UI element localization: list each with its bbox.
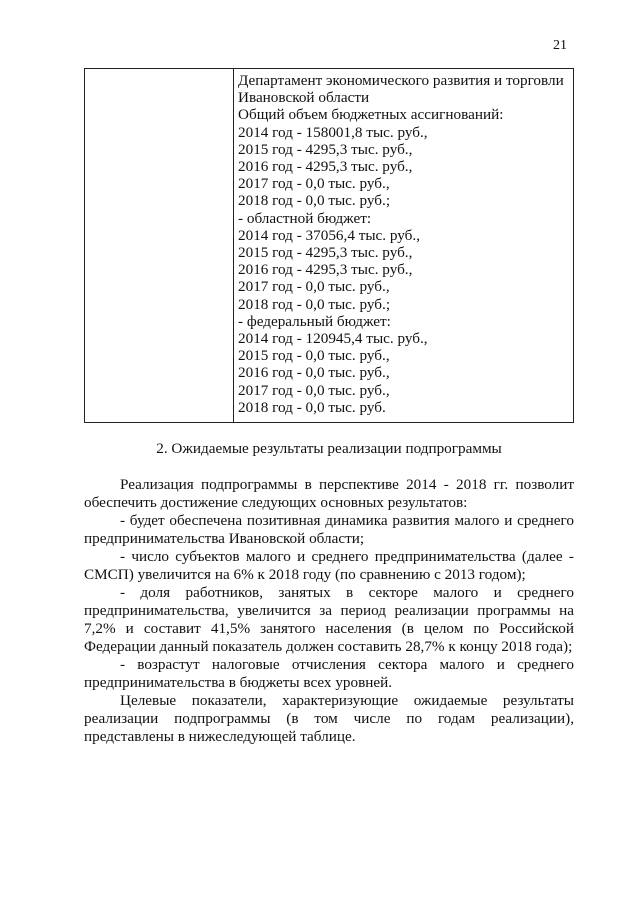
table-line: - областной бюджет:	[238, 209, 372, 227]
table-line: 2015 год - 0,0 тыс. руб.,	[238, 347, 390, 365]
table-right-cell	[234, 69, 573, 422]
table-left-cell	[85, 69, 234, 422]
table-line: Департамент экономического развития и торговли	[238, 72, 564, 89]
table-line: 2015 год - 4295,3 тыс. руб.,	[238, 140, 413, 158]
paragraph: Реализация подпрограммы в перспективе 2014 - 2018 гг. позволит обеспечить достижение следующих основных результатов:	[84, 476, 574, 511]
table-line: 2018 год - 0,0 тыс. руб.	[238, 398, 386, 416]
paragraph: - возрастут налоговые отчисления сектора малого и среднего предпринимательства в бюджеты всех уровней.	[84, 656, 574, 691]
paragraph: - будет обеспечена позитивная динамика развития малого и среднего предпринимательства Ивановской области;	[84, 512, 574, 547]
table-line: 2016 год - 4295,3 тыс. руб.,	[238, 261, 413, 279]
table-line: Общий объем бюджетных ассигнований:	[238, 106, 504, 124]
table-line: 2017 год - 0,0 тыс. руб.,	[238, 381, 390, 399]
section-heading: 2. Ожидаемые результаты реализации подпрограммы	[156, 440, 502, 457]
budget-table	[84, 68, 574, 423]
table-line: 2018 год - 0,0 тыс. руб.;	[238, 192, 391, 210]
table-line: 2016 год - 4295,3 тыс. руб.,	[238, 158, 413, 176]
paragraph: - доля работников, занятых в секторе малого и среднего предпринимательства, увеличится за период реализации программы на 7,2% и составит 41,5% занятого населения (в целом по Российской Федерации данный показатель должен составить 28,7% к концу 2018 года);	[84, 584, 574, 655]
paragraph: Целевые показатели, характеризующие ожидаемые результаты реализации подпрограммы (в том числе по годам реализации), представлены в нижеследующей таблице.	[84, 692, 574, 745]
paragraph: - число субъектов малого и среднего предпринимательства (далее - СМСП) увеличится на 6% к 2018 году (по сравнению с 2013 годом);	[84, 548, 574, 583]
table-line: 2014 год - 37056,4 тыс. руб.,	[238, 226, 420, 244]
table-line: 2017 год - 0,0 тыс. руб.,	[238, 278, 390, 296]
table-line: 2014 год - 158001,8 тыс. руб.,	[238, 123, 428, 141]
table-line: 2016 год - 0,0 тыс. руб.,	[238, 364, 390, 382]
table-line: 2018 год - 0,0 тыс. руб.;	[238, 295, 391, 313]
body-text	[84, 476, 574, 746]
table-line: 2017 год - 0,0 тыс. руб.,	[238, 175, 390, 193]
table-line: 2014 год - 120945,4 тыс. руб.,	[238, 330, 428, 348]
table-line: - федеральный бюджет:	[238, 312, 391, 330]
page-number: 21	[553, 38, 567, 53]
table-line: 2015 год - 4295,3 тыс. руб.,	[238, 244, 413, 262]
table-line: Ивановской области	[238, 89, 370, 107]
